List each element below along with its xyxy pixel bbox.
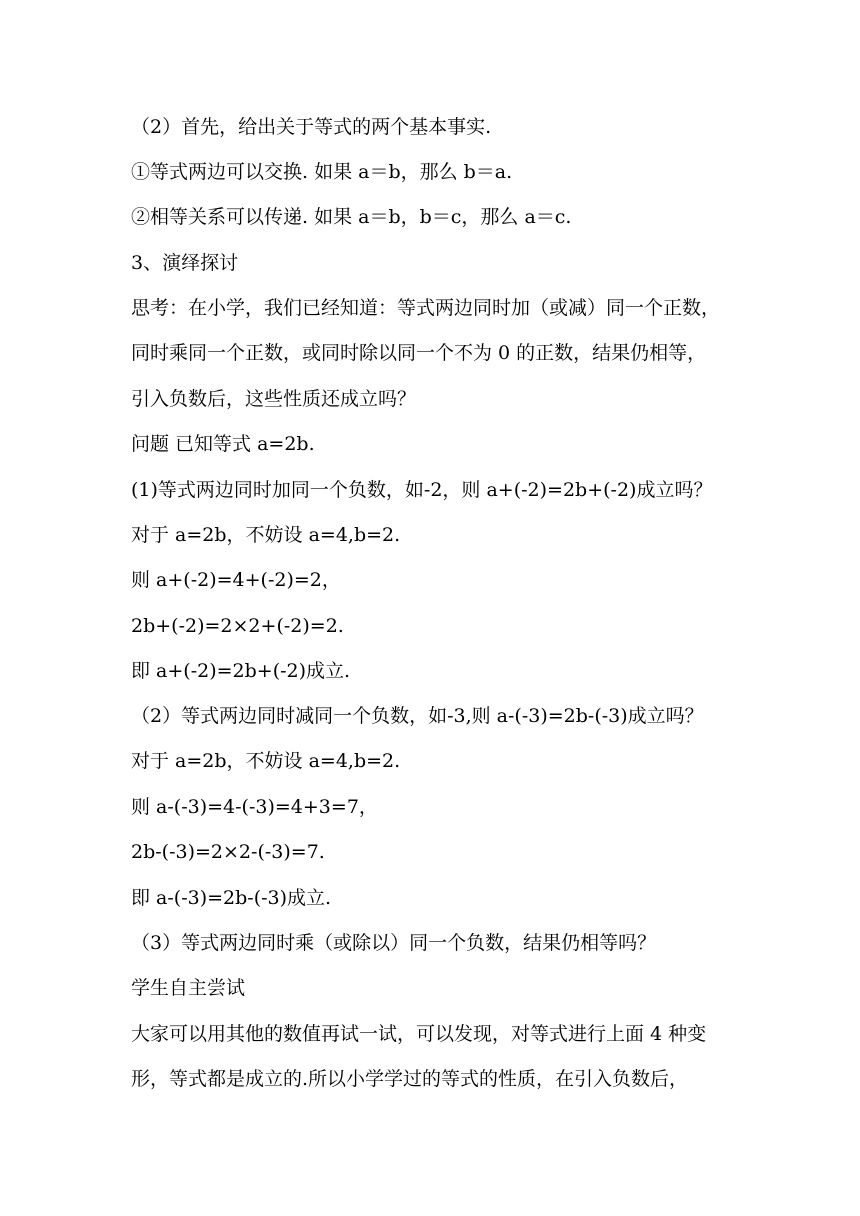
- text-line: 同时乘同一个正数，或同时除以同一个不为 0 的正数，结果仍相等，: [131, 342, 707, 364]
- text-line: （2）首先，给出关于等式的两个基本事实.: [131, 116, 492, 138]
- text-line: 学生自主尝试: [131, 977, 246, 999]
- text-line: （2）等式两边同时减同一个负数，如-3,则 a-(-3)=2b-(-3)成立吗？: [131, 705, 704, 727]
- text-line: 大家可以用其他的数值再试一试，可以发现，对等式进行上面 4 种变: [131, 1023, 707, 1045]
- text-line: 则 a+(-2)=4+(-2)=2，: [131, 569, 341, 591]
- text-line: ②相等关系可以传递. 如果 a＝b，b＝c，那么 a＝c.: [131, 206, 572, 228]
- text-line: 2b-(-3)=2×2-(-3)=7.: [131, 841, 325, 863]
- text-line: 引入负数后，这些性质还成立吗？: [131, 388, 417, 410]
- text-line: 则 a-(-3)=4-(-3)=4+3=7，: [131, 796, 378, 818]
- section-heading: 3、演绎探讨: [131, 252, 239, 274]
- text-line: ①等式两边可以交换. 如果 a＝b，那么 b＝a.: [131, 161, 513, 183]
- text-line: 对于 a=2b，不妨设 a=4,b=2.: [131, 524, 401, 546]
- text-line: (1)等式两边同时加同一个负数，如-2，则 a+(-2)=2b+(-2)成立吗？: [131, 479, 713, 501]
- text-line: 即 a-(-3)=2b-(-3)成立.: [131, 887, 332, 909]
- text-line: （3）等式两边同时乘（或除以）同一个负数，结果仍相等吗？: [131, 932, 657, 954]
- text-line: 对于 a=2b，不妨设 a=4,b=2.: [131, 750, 401, 772]
- text-line: 即 a+(-2)=2b+(-2)成立.: [131, 660, 351, 682]
- text-line: 2b+(-2)=2×2+(-2)=2.: [131, 615, 344, 637]
- text-line: 思考：在小学，我们已经知道：等式两边同时加（或减）同一个正数，: [131, 297, 721, 319]
- text-line: 形，等式都是成立的.所以小学学过的等式的性质，在引入负数后，: [131, 1068, 689, 1090]
- text-line: 问题 已知等式 a=2b.: [131, 433, 315, 455]
